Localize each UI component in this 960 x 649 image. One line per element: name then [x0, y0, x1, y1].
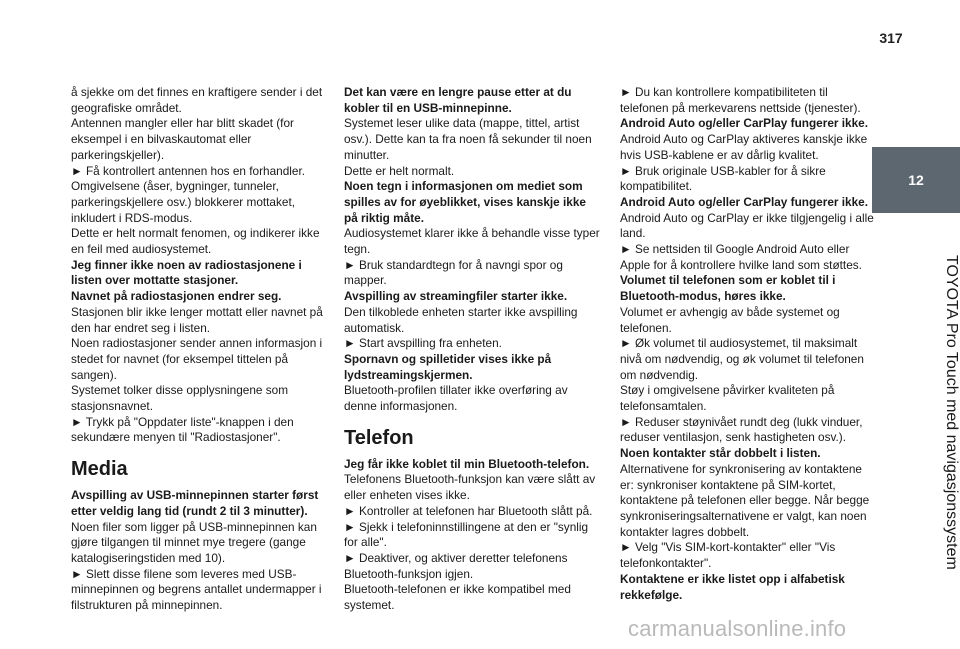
page-number: 317 [879, 30, 903, 46]
body-paragraph: Stasjonen blir ikke lenger mottatt eller navnet på den har endret seg i listen. [71, 304, 323, 335]
body-paragraph: Omgivelsene (åser, bygninger, tunneler, parkeringskjellere osv.) blokkerer mottaket, inkludert i RDS-modus. [71, 179, 296, 225]
question-heading: Navnet på radiostasjonen endrer seg. [71, 289, 282, 304]
chapter-side-tab [872, 0, 960, 649]
body-paragraph: Android Auto og CarPlay aktiveres kanskje ikke hvis USB-kablene er av dårlig kvalitet. [620, 132, 868, 162]
question-heading: Avspilling av streamingfiler starter ikke. [344, 289, 568, 304]
body-paragraph: Den tilkoblede enheten starter ikke avspilling automatisk. [344, 304, 578, 335]
body-paragraph: ► Trykk på "Oppdater liste"-knappen i den sekundære menyen til "Radiostasjoner". [71, 414, 294, 445]
question-heading: Android Auto og/eller CarPlay fungerer ikke. [620, 194, 869, 209]
body-paragraph: å sjekke om det finnes en kraftigere sender i det geografiske området. [71, 85, 323, 115]
body-paragraph: Noen radiostasjoner sender annen informasjon i stedet for navnet (for eksempel tittelen på sangen). [71, 336, 323, 382]
body-paragraph: ► Deaktiver, og aktiver deretter telefonens Bluetooth-funksjon igjen. [344, 550, 568, 581]
watermark: carmanualsonline.info [628, 616, 847, 641]
body-paragraph: Dette er helt normalt. [344, 163, 455, 178]
body-paragraph: ► Du kan kontrollere kompatibiliteten til telefonen på merkevarens nettside (tjenester). [620, 85, 861, 115]
body-paragraph: ► Bruk standardtegn for å navngi spor og mapper. [344, 257, 563, 288]
body-paragraph: Støy i omgivelsene påvirker kvaliteten på telefonsamtalen. [620, 383, 835, 414]
body-paragraph: ► Kontroller at telefonen har Bluetooth slått på. [344, 503, 593, 518]
chapter-title: TOYOTA Pro Touch med navigasjonssystem [943, 254, 960, 570]
question-heading: Avspilling av USB-minnepinnen starter først etter veldig lang tid (rundt 2 til 3 minutter). [71, 488, 319, 518]
body-paragraph: ► Øk volumet til audiosystemet, til maksimalt nivå om nødvendig, og øk volumet til telefonen om nødvendig. [620, 336, 864, 382]
chapter-number-badge: 12 [872, 147, 960, 213]
body-paragraph: ► Få kontrollert antennen hos en forhandler. [71, 163, 305, 178]
body-paragraph: Volumet er avhengig av både systemet og telefonen. [620, 304, 840, 335]
question-heading: Jeg får ikke koblet til min Bluetooth-telefon. [344, 456, 590, 471]
body-paragraph: Bluetooth-telefonen er ikke kompatibel med systemet. [344, 582, 571, 613]
question-heading: Det kan være en lengre pause etter at du kobler til en USB-minnepinne. [344, 85, 572, 115]
body-paragraph: ► Slett disse filene som leveres med USB-minnepinnen og begrens antallet undermapper i filstrukturen på minnepinnen. [71, 566, 322, 613]
question-heading: Android Auto og/eller CarPlay fungerer ikke. [620, 116, 869, 131]
text-column-3 [620, 85, 876, 603]
text-column-2 [344, 85, 600, 614]
question-heading: Volumet til telefonen som er koblet til i Bluetooth-modus, høres ikke. [620, 273, 836, 304]
body-paragraph: Dette er helt normalt fenomen, og indikerer ikke en feil med audiosystemet. [71, 226, 320, 257]
body-paragraph: Bluetooth-profilen tillater ikke overføring av denne informasjonen. [344, 383, 568, 414]
body-paragraph: Systemet tolker disse opplysningene som stasjonsnavnet. [71, 383, 289, 414]
body-paragraph: ► Bruk originale USB-kabler for å sikre kompatibilitet. [620, 163, 826, 194]
question-heading: Jeg finner ikke noen av radiostasjonene i listen over mottatte stasjoner. [71, 257, 302, 288]
body-paragraph: Systemet leser ulike data (mappe, tittel, artist osv.). Dette kan ta fra noen få sekunder til noen minutter. [344, 116, 592, 162]
body-paragraph: ► Sjekk i telefoninnstillingene at den er "synlig for alle". [344, 519, 589, 550]
question-heading: Noen tegn i informasjonen om mediet som spilles av for øyeblikket, vises kanskje ikke på riktig måte. [344, 179, 586, 225]
body-paragraph: Alternativene for synkronisering av kontaktene er: synkroniser kontaktene på SIM-kortet, kontaktene på telefonen eller begge. Når begge synkroniseringsalternativene er valgt, kan noen kontakter lagres dobbelt. [620, 461, 870, 539]
body-paragraph: Antennen mangler eller har blitt skadet (for eksempel i en bilvaskautomat eller parkeringskjeller). [71, 116, 294, 162]
question-heading: Noen kontakter står dobbelt i listen. [620, 446, 821, 461]
section-heading: Media [71, 458, 128, 481]
body-paragraph: ► Velg "Vis SIM-kort-kontakter" eller "Vis telefonkontakter". [620, 540, 836, 571]
body-paragraph: ► Start avspilling fra enheten. [344, 336, 502, 351]
body-paragraph: ► Reduser støynivået rundt deg (lukk vinduer, reduser ventilasjon, senk hastigheten osv.). [620, 414, 863, 445]
text-column-1 [71, 85, 326, 614]
question-heading: Kontaktene er ikke listet opp i alfabetisk rekkefølge. [620, 571, 845, 602]
body-paragraph: Telefonens Bluetooth-funksjon kan være slått av eller enheten vises ikke. [344, 472, 596, 503]
section-heading: Telefon [344, 426, 414, 449]
body-paragraph: Noen filer som ligger på USB-minnepinnen kan gjøre tilgangen til minnet mye tregere (gange katalogiseringstiden med 10). [71, 519, 317, 565]
body-paragraph: ► Se nettsiden til Google Android Auto eller Apple for å kontrollere hvilke land som støttes. [620, 242, 862, 272]
body-paragraph: Android Auto og CarPlay er ikke tilgjengelig i alle land. [620, 210, 874, 241]
body-paragraph: Audiosystemet klarer ikke å behandle visse typer tegn. [344, 226, 600, 257]
question-heading: Spornavn og spilletider vises ikke på lydstreamingskjermen. [344, 351, 552, 382]
